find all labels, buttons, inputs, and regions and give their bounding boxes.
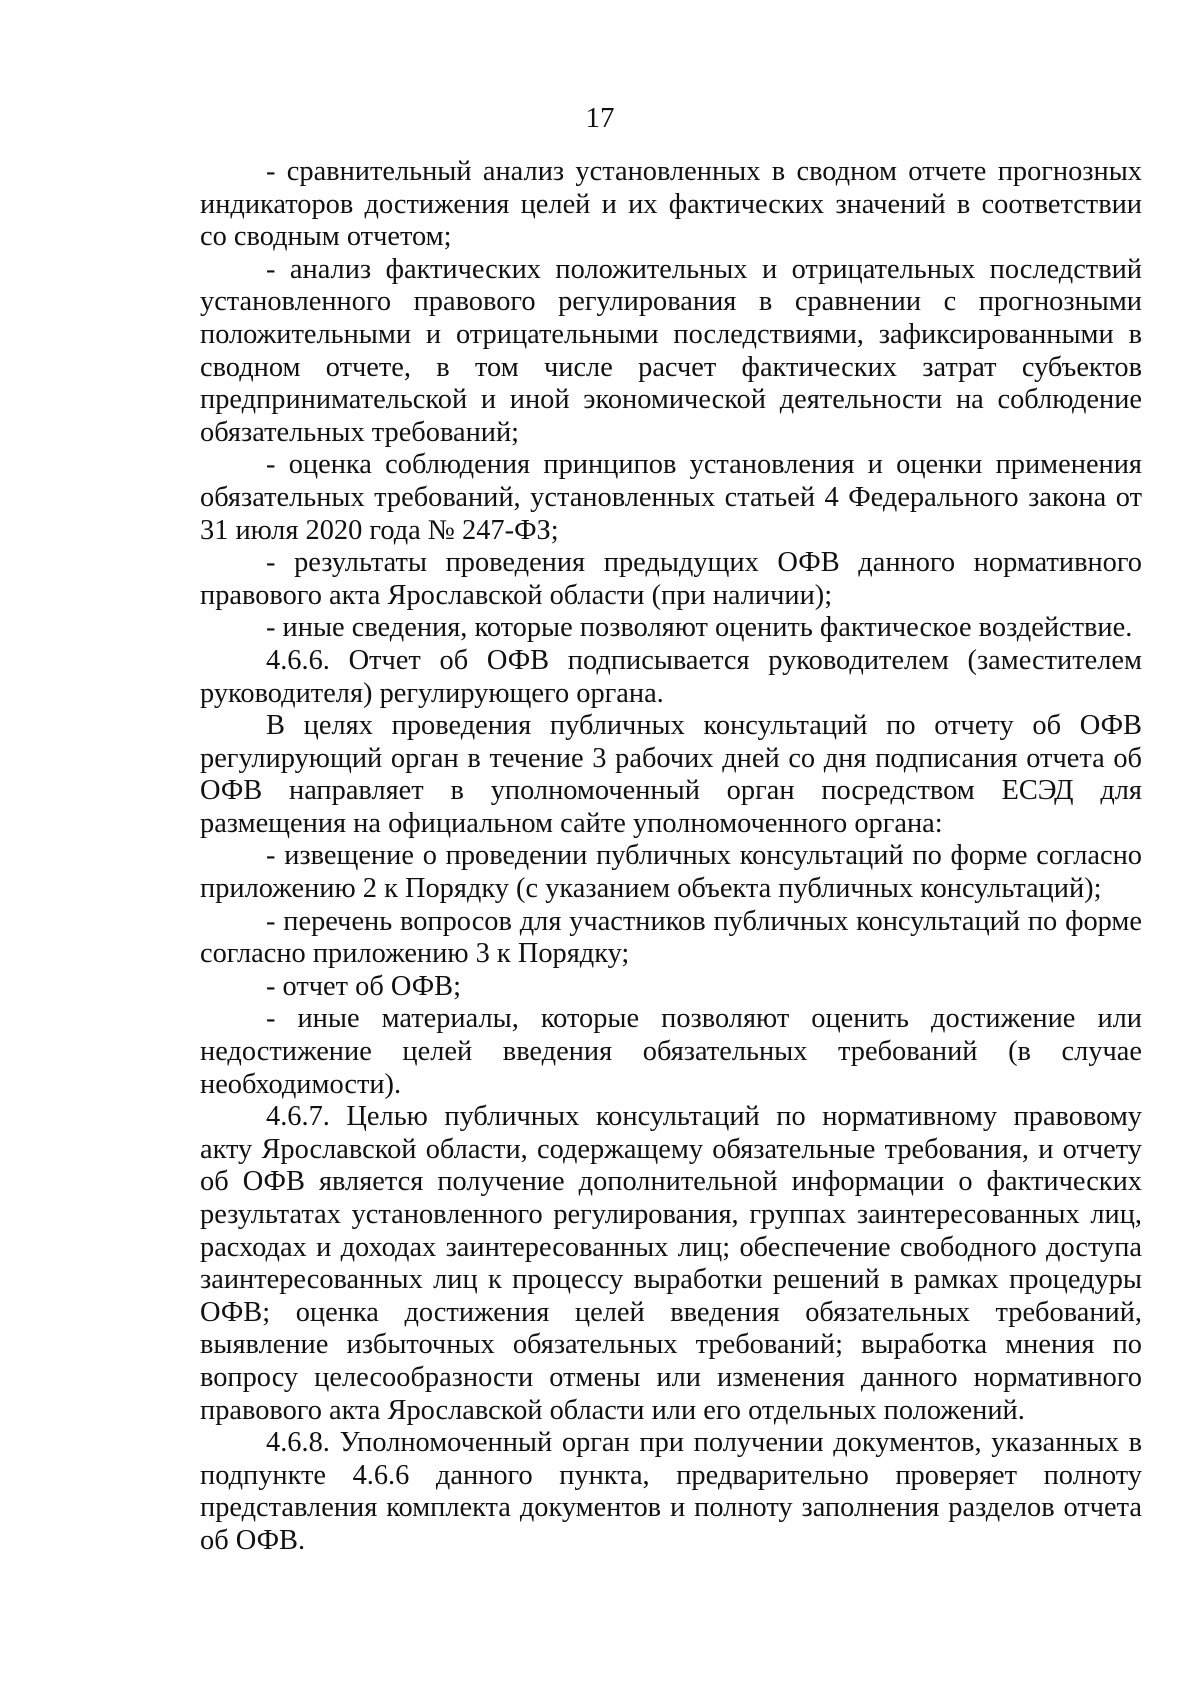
list-item-principles-assessment: - оценка соблюдения принципов установления и оценки применения обязательных требований, установленных статьей 4 Федерального закона от 31 июля 2020 года № 247-ФЗ; [200,449,1142,546]
clause-4-6-8: 4.6.8. Уполномоченный орган при получении документов, указанных в подпункте 4.6.6 данного пункта, предварительно проверяет полноту представления комплекта документов и полноту заполнения разделов отчета об ОФВ. [200,1427,1142,1556]
list-item-questions: - перечень вопросов для участников публичных консультаций по форме согласно приложению 3 к Порядку; [200,905,1142,970]
paragraph-public-consultations: В целях проведения публичных консультаций по отчету об ОФВ регулирующий орган в течение 3 рабочих дней со дня подписания отчета об ОФВ направляет в уполномоченный орган посредством ЕСЭД для размещения на официальном сайте уполномоченного органа: [200,710,1142,839]
list-item-previous-results: - результаты проведения предыдущих ОФВ данного нормативного правового акта Ярославской области (при наличии); [200,547,1142,611]
list-item-notice: - извещение о проведении публичных консультаций по форме согласно приложению 2 к Порядку (с указанием объекта публичных консультаций); [200,840,1142,905]
document-body [200,156,1142,1558]
list-item-other-materials: - иные материалы, которые позволяют оценить достижение или недостижение целей введения обязательных требований (в случае необходимости). [200,1003,1142,1100]
clause-4-6-7: 4.6.7. Целью публичных консультаций по нормативному правовому акту Ярославской области, содержащему обязательные требования, и отчету об ОФВ является получение дополнительной информации о фактических результатах установленного регулирования, группах заинтересованных лиц, расходах и доходах заинтересованных лиц; обеспечение свободного доступа заинтересованных лиц к процессу выработки решений в рамках процедуры ОФВ; оценка достижения целей введения обязательных требований, выявление избыточных обязательных требований; выработка мнения по вопросу целесообразности отмены или изменения данного нормативного правового акта Ярославской области или его отдельных положений. [200,1101,1142,1426]
list-item-consequences-analysis: - анализ фактических положительных и отрицательных последствий установленного правового регулирования в сравнении с прогнозными положительными и отрицательными последствиями, зафиксированными в сводном отчете, в том числе расчет фактических затрат субъектов предпринимательской и иной экономической деятельности на соблюдение обязательных требований; [200,253,1142,448]
list-item-report: - отчет об ОФВ; [266,970,462,1002]
list-item-comparative-analysis: - сравнительный анализ установленных в сводном отчете прогнозных индикаторов достижения целей и их фактических значений в соответствии со сводным отчетом; [200,156,1142,253]
clause-4-6-6: 4.6.6. Отчет об ОФВ подписывается руководителем (заместителем руководителя) регулирующего органа. [200,644,1142,709]
page-number: 17 [585,102,615,134]
list-item-other-information: - иные сведения, которые позволяют оценить фактическое воздействие. [266,612,1133,644]
